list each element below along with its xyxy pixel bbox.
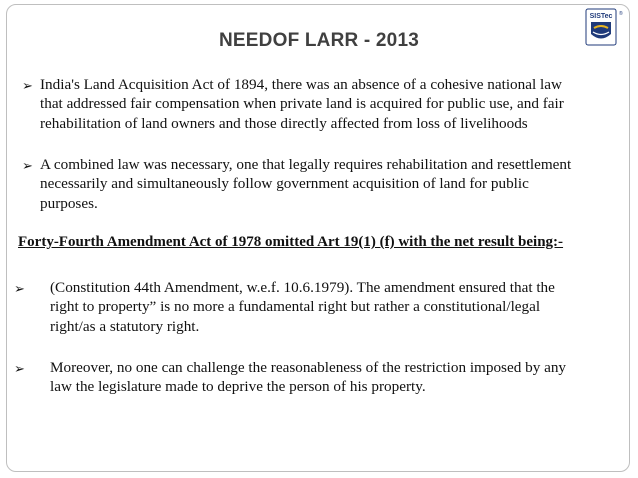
- page-title: NEEDOF LARR - 2013: [219, 30, 419, 51]
- bullet-line: rehabilitation of land owners and those directly affected from loss of livelihoods: [40, 114, 528, 132]
- bullet-item: [50, 358, 612, 397]
- bullet-line: law the legislature made to deprive the person of his property.: [50, 378, 426, 396]
- bullet-line: (Constitution 44th Amendment, w.e.f. 10.6.1979). The amendment ensured that the: [50, 279, 555, 296]
- registered-mark: ®: [619, 11, 623, 17]
- bullet-item: [50, 278, 606, 336]
- bullet-line: right/as a statutory right.: [50, 317, 200, 335]
- bullet-line: necessarily and simultaneously follow government acquisition of land for public: [40, 175, 529, 193]
- section-heading: Forty-Fourth Amendment Act of 1978 omitted Art 19(1) (f) with the net result being:-: [18, 234, 564, 250]
- bullet-item: [40, 75, 610, 133]
- arrow-bullet-icon: ➢: [22, 158, 33, 173]
- bullet-line: right to property” is no more a fundamental right but rather a constitutional/legal: [50, 298, 541, 316]
- bullet-line: purposes.: [40, 194, 98, 212]
- bullet-line: Moreover, no one can challenge the reasonableness of the restriction imposed by any: [50, 359, 567, 376]
- arrow-bullet-icon: ➢: [14, 361, 25, 376]
- bullet-line: that addressed fair compensation when private land is acquired for public use, and fair: [40, 95, 564, 113]
- bullet-line: A combined law was necessary, one that legally requires rehabilitation and resettlement: [40, 156, 572, 173]
- bullet-item: [40, 155, 610, 213]
- bullet-line: India's Land Acquisition Act of 1894, there was an absence of a cohesive national law: [40, 76, 562, 93]
- logo-text: SISTec: [589, 13, 613, 20]
- arrow-bullet-icon: ➢: [22, 78, 33, 93]
- sistec-logo-icon: [585, 8, 623, 50]
- arrow-bullet-icon: ➢: [14, 281, 25, 296]
